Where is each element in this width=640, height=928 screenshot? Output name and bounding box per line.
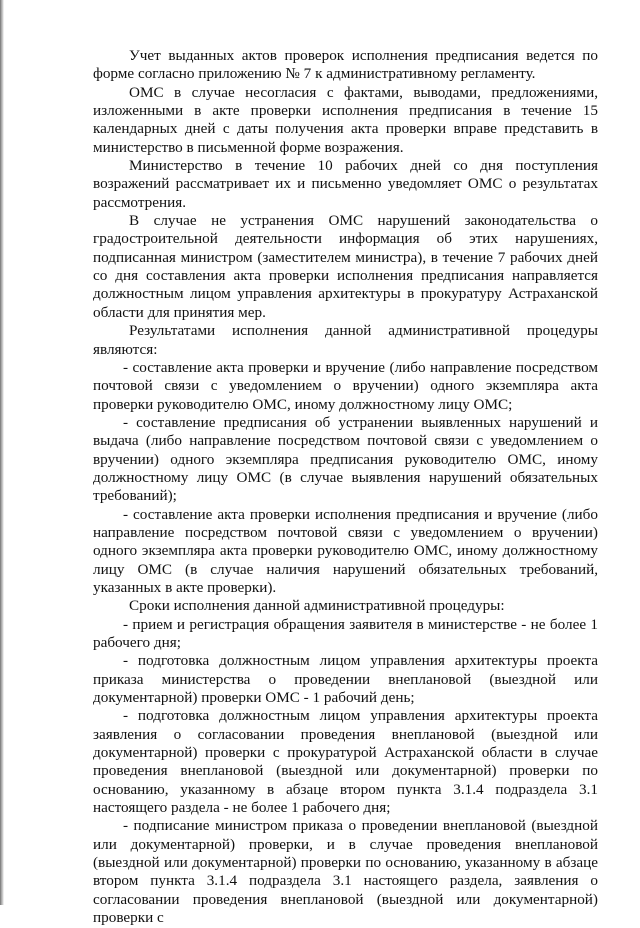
list-item-deadline-order-draft: - подготовка должностным лицом управления архитектуры проекта приказа министерства о проведении внеплановой (выездной или документарной) проверки ОМС - 1 рабочий день; (93, 652, 598, 707)
document-body (93, 47, 598, 928)
list-item-result-execution-act: - составление акта проверки исполнения предписания и вручение (либо направление посредством почтовой связи с уведомлением о вручении) одного экземпляра акта проверки руководителю ОМС, иному должностному лицу ОМС (в случае наличия нарушений обязательных требований, указанных в акте проверки). (93, 505, 598, 596)
paragraph-oms-objections: ОМС в случае несогласия с фактами, выводами, предложениями, изложенными в акте проверки исполнения предписания в течение 15 календарных дней с даты получения акта проверки вправе представить в министерство в письменной форме возражения. (93, 83, 598, 156)
paragraph-prosecutor-referral: В случае не устранения ОМС нарушений законодательства о градостроительной деятельности информация об этих нарушениях, подписанная министром (заместителем министра), в течение 7 рабочих дней со дня составления акта проверки исполнения предписания направляется должностным лицом управления архитектуры в прокуратуру Астраханской области для принятия мер. (93, 212, 598, 321)
paragraph-acts-accounting: Учет выданных актов проверок исполнения предписания ведется по форме согласно приложению № 7 к административному регламенту. (93, 47, 598, 83)
paragraph-ministry-review: Министерство в течение 10 рабочих дней со дня поступления возражений рассматривает их и письменно уведомляет ОМС о результатах рассмотрения. (93, 157, 598, 211)
paragraph-results-intro: Результатами исполнения данной административной процедуры являются: (93, 322, 598, 358)
list-item-result-prescription: - составление предписания об устранении выявленных нарушений и выдача (либо направление посредством почтовой связи с уведомлением о вручении) одного экземпляра предписания руководителю ОМС, иному должностному лицу ОМС (в случае выявления нарушений обязательных требований); (93, 413, 598, 505)
paragraph-deadlines-intro: Сроки исполнения данной административной процедуры: (129, 597, 505, 615)
list-item-result-act: - составление акта проверки и вручение (либо направление посредством почтовой связи с уведомлением о вручении) одного экземпляра акта проверки руководителю ОМС, иному должностному лицу ОМС; (93, 358, 598, 413)
list-item-deadline-registration: - прием и регистрация обращения заявителя в министерстве - не более 1 рабочего дня; (93, 615, 598, 651)
scan-edge-shadow (0, 0, 4, 905)
list-item-deadline-application-draft: - подготовка должностным лицом управления архитектуры проекта заявления о согласовании проведения внеплановой (выездной или документарной) проверки с прокуратурой Астраханской области в случае проведения внеплановой (выездной или документарной) проверки по основанию, указанному в абзаце втором пункта 3.1.4 подраздела 3.1 настоящего раздела - не более 1 рабочего дня; (93, 707, 598, 817)
list-item-deadline-signing: - подписание министром приказа о проведении внеплановой (выездной или документарной) проверки, и в случае проведения внеплановой (выездной или документарной) проверки по основанию, указанному в абзаце втором пункта 3.1.4 подраздела 3.1 настоящего раздела, заявления о согласовании проведения внеплановой (выездной или документарной) проверки с (93, 817, 598, 927)
